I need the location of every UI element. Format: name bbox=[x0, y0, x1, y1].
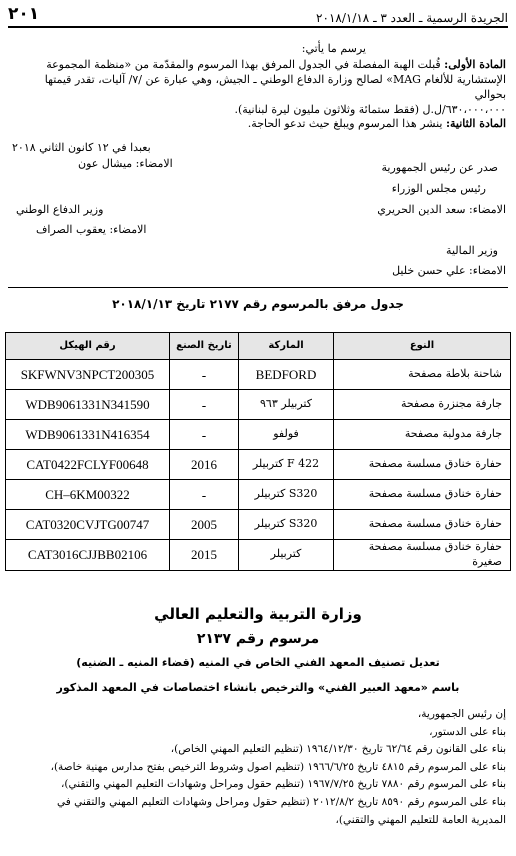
cell-type: جارفة مدولبة مصفحة bbox=[334, 420, 511, 450]
pm-signature: الامضاء: سعد الدين الحريري bbox=[377, 203, 506, 216]
vehicles-table bbox=[5, 332, 511, 571]
vehicles-table-wrap bbox=[5, 332, 511, 571]
president-signature: الامضاء: ميشال عون bbox=[78, 157, 173, 170]
col-type-header: النوع bbox=[334, 333, 511, 360]
table-row bbox=[6, 480, 511, 510]
cell-type: حفارة خنادق مسلسة مصفحة bbox=[334, 480, 511, 510]
cell-brand: فولفو bbox=[239, 420, 334, 450]
cell-type: حفارة خنادق مسلسة مصفحة bbox=[334, 510, 511, 540]
decree-subject-1: تعديل تصنيف المعهد الفني الخاص في المنيه (قضاء المنيه ـ الضنيه) bbox=[76, 656, 440, 669]
cell-chassis: CAT0320CVJTG00747 bbox=[6, 510, 170, 540]
cell-chassis: CAT0422FCLYF00648 bbox=[6, 450, 170, 480]
body-line: المديرية العامة للتعليم المهني والتقني)، bbox=[335, 813, 506, 826]
cell-brand: F 422 كتربيلر bbox=[239, 450, 334, 480]
body-line: بناء على المرسوم رقم ٧٨٨٠ تاريخ ١٩٦٧/٧/٢٥ (تنظيم حقول ومراحل وشهادات التعليم المهني والتقني)، bbox=[61, 778, 506, 791]
body-line: بناء على المرسوم رقم ٨٥٩٠ تاريخ ٢٠١٢/٨/٢ (تنظيم حقول ومراحل وشهادات التعليم المهني والتقني في bbox=[57, 795, 506, 808]
cell-type: حفارة خنادق مسلسة مصفحة صغيرة bbox=[334, 540, 511, 571]
cell-year: ـ bbox=[170, 390, 239, 420]
article-1-line: قُبلت الهبة المفصلة في الجدول المرفق بهذا المرسوم والمقدّمة من «منظمة المجموعة bbox=[46, 58, 441, 71]
cell-chassis: WDB9061331N416354 bbox=[6, 420, 170, 450]
ministry-title: وزارة التربية والتعليم العالي bbox=[154, 605, 362, 623]
cell-year: 2016 bbox=[170, 450, 239, 480]
article-2 bbox=[10, 117, 506, 132]
decree-intro: يرسم ما يأتي: bbox=[301, 42, 366, 55]
decree-date: بعبدا في ١٢ كانون الثاني ٢٠١٨ bbox=[12, 141, 151, 154]
article-1-label: المادة الأولى: bbox=[444, 58, 506, 71]
cell-year: ـ bbox=[170, 480, 239, 510]
page-number: ٢٠١ bbox=[8, 4, 40, 25]
gazette-title: الجريدة الرسمية ـ العدد ٣ ـ ٢٠١٨/١/١٨ bbox=[316, 10, 508, 25]
cell-brand: S320 كتربيلر bbox=[239, 510, 334, 540]
table-row bbox=[6, 450, 511, 480]
cell-brand: S320 كتربيلر bbox=[239, 480, 334, 510]
table-row bbox=[6, 540, 511, 571]
cell-brand: كتربيلر ٩٦٣ bbox=[239, 390, 334, 420]
body-line: بناء على القانون رقم ٦٢/٦٤ تاريخ ١٩٦٤/١٢/٣٠ (تنظيم التعليم المهني الخاص)، bbox=[170, 743, 506, 756]
cell-chassis: CAT3016CJJBB02106 bbox=[6, 540, 170, 571]
article-2-label: المادة الثانية: bbox=[445, 117, 506, 130]
body-line: بناء على الدستور، bbox=[429, 725, 506, 738]
cell-chassis: WDB9061331N341590 bbox=[6, 390, 170, 420]
table-header-row bbox=[6, 333, 511, 360]
body-line: بناء على المرسوم رقم ٤٨١٥ تاريخ ١٩٦٦/٦/٢٥ (تنظيم اصول وشروط الترخيص بفتح مدارس مهنية خاصة)، bbox=[50, 760, 506, 773]
col-brand-header: الماركة bbox=[239, 333, 334, 360]
finance-signature: الامضاء: علي حسن خليل bbox=[392, 264, 506, 277]
table-row bbox=[6, 510, 511, 540]
decree-subject-2: باسم «معهد العبير الفني» والترخيص بانشاء اختصاصات في المعهد المذكور bbox=[56, 681, 460, 694]
cell-brand: BEDFORD bbox=[239, 360, 334, 390]
article-2-text: ينشر هذا المرسوم ويبلغ حيث تدعو الحاجة. bbox=[247, 117, 443, 130]
table-row bbox=[6, 390, 511, 420]
defense-signature: الامضاء: يعقوب الصراف bbox=[36, 223, 147, 236]
table-title: جدول مرفق بالمرسوم رقم ٢١٧٧ تاريخ ٢٠١٨/١/١٣ bbox=[112, 297, 404, 311]
col-year-header: تاريخ الصنع bbox=[170, 333, 239, 360]
cell-year: 2015 bbox=[170, 540, 239, 571]
cell-type: شاحنة بلاطة مصفحة bbox=[334, 360, 511, 390]
divider bbox=[8, 287, 508, 288]
defense-title: وزير الدفاع الوطني bbox=[16, 203, 104, 216]
decree-2-body bbox=[10, 706, 506, 829]
col-chassis-header: رقم الهيكل bbox=[6, 333, 170, 360]
pm-signature-row bbox=[10, 203, 506, 218]
finance-title: وزير المالية bbox=[446, 244, 498, 257]
cell-chassis: CH–6KM00322 bbox=[6, 480, 170, 510]
body-line: إن رئيس الجمهورية، bbox=[417, 708, 506, 720]
table-row bbox=[6, 420, 511, 450]
cell-year: ـ bbox=[170, 420, 239, 450]
cell-year: ـ bbox=[170, 360, 239, 390]
table-row bbox=[6, 360, 511, 390]
cell-brand: كتربيلر bbox=[239, 540, 334, 571]
cell-type: جارفة مجنزرة مصفحة bbox=[334, 390, 511, 420]
cell-type: حفارة خنادق مسلسة مصفحة bbox=[334, 450, 511, 480]
page-header bbox=[8, 6, 508, 28]
cell-chassis: SKFWNV3NPCT200305 bbox=[6, 360, 170, 390]
article-1-line: ٦٣٠،٠٠٠،٠٠٠/ل.ل (فقط ستمائة وثلاثون مليون ليرة لبنانية). bbox=[234, 102, 506, 116]
pm-title: رئيس مجلس الوزراء bbox=[391, 182, 486, 195]
decree-number: مرسوم رقم ٢١٣٧ bbox=[196, 631, 320, 647]
cell-year: 2005 bbox=[170, 510, 239, 540]
article-1 bbox=[10, 58, 506, 117]
article-1-line: الإستشارية للألغام MAG» لصالح وزارة الدفاع الوطني ـ الجيش، وهي عبارة عن /٧/ آليات، تقدر قيمتها بحوالي bbox=[44, 72, 506, 101]
issued-by: صدر عن رئيس الجمهورية bbox=[381, 161, 498, 174]
